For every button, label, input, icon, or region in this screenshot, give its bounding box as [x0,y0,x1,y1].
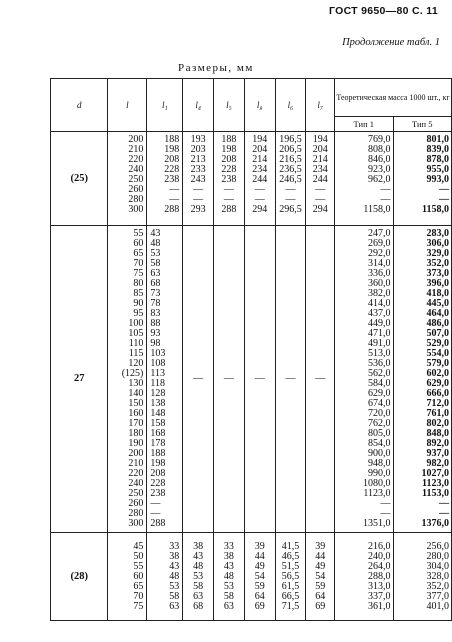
table-row [51,533,452,621]
cell-type5: 801,0 839,0 878,0 955,0 993,0 — — 1158,0 [393,132,452,226]
col-header-l6: l₆ [275,79,306,132]
cell-l7: — [306,226,335,533]
cell-type1: 216,0 240,0 264,0 288,0 313,0 337,0 361,0 [335,533,393,621]
cell-type1: 247,0 269,0 292,0 314,0 336,0 360,0 382,0 414,0 437,0 449,0 471,0 491,0 513,0 536,0 562,0 584,0 629,0 674,0 720,0 762,0 805,0 854,0 900,0 948,0 990,0 1080,0 1123,0 — — 1351,0 [335,226,393,533]
cell-l6: 41,5 46,5 51,5 56,5 61,5 66,5 71,5 [275,533,306,621]
col-header-mass: Теоретическая масса 1000 шт., кг [335,79,452,117]
cell-l1: 188 198 208 228 238 — — 288 [147,132,183,226]
cell-l8: — [244,226,275,533]
cell-d: (25) [51,132,108,226]
cell-type1: 769,0 808,0 846,0 923,0 962,0 — — 1158,0 [335,132,393,226]
cell-l: 200 210 220 240 250 260 280 300 [108,132,147,226]
cell-l: 55 60 65 70 75 80 85 90 95 100 105 110 115 120 (125) 130 140 150 160 170 180 190 200 210 220 240 250 260 280 300 [108,226,147,533]
col-header-d: d [51,79,108,132]
table-row [51,226,452,533]
cell-l8: 39 44 49 54 59 64 69 [244,533,275,621]
dimensions-table [50,78,452,621]
cell-l7: 194 204 214 234 244 — — 294 [306,132,335,226]
cell-type5: 283,0 306,0 329,0 352,0 373,0 396,0 418,0 445,0 464,0 486,0 507,0 529,0 554,0 579,0 602,0 629,0 666,0 712,0 761,0 802,0 848,0 892,0 937,0 982,0 1027,0 1123,0 1153,0 — — 1376,0 [393,226,452,533]
cell-l1: 43 48 53 58 63 68 73 78 83 88 93 98 103 108 113 118 128 138 148 158 168 178 188 198 208 228 238 — — 288 [147,226,183,533]
cell-l5: 188 198 208 228 238 — — 288 [214,132,245,226]
col-header-type5: Тип 5 [393,117,452,132]
cell-l4: 38 43 48 53 58 63 68 [183,533,214,621]
col-header-type1: Тип 1 [335,117,393,132]
cell-l5: — [214,226,245,533]
table-caption: Размеры, мм [178,62,254,74]
cell-l5: 33 38 43 48 53 58 63 [214,533,245,621]
cell-d: (28) [51,533,108,621]
col-header-l1: l₁ [147,79,183,132]
cell-d: 27 [51,226,108,533]
col-header-l7: l₇ [306,79,335,132]
col-header-l8: l₈ [244,79,275,132]
col-header-l5: l₅ [214,79,245,132]
table-row [51,132,452,226]
cell-type5: 256,0 280,0 304,0 328,0 352,0 377,0 401,0 [393,533,452,621]
cell-l4: — [183,226,214,533]
cell-l7: 39 44 49 54 59 64 69 [306,533,335,621]
cell-l: 45 50 55 60 65 70 75 [108,533,147,621]
cell-l1: 33 38 43 48 53 58 63 [147,533,183,621]
page-header: ГОСТ 9650—80 С. 11 [328,5,438,17]
cell-l8: 194 204 214 234 244 — — 294 [244,132,275,226]
cell-l6: — [275,226,306,533]
cell-l6: 196,5 206,5 216,5 236,5 246,5 — — 296,5 [275,132,306,226]
table-continuation-note: Продолжение табл. 1 [342,37,440,48]
col-header-l: l [108,79,147,132]
col-header-l4: l₄ [183,79,214,132]
cell-l4: 193 203 213 233 243 — — 293 [183,132,214,226]
